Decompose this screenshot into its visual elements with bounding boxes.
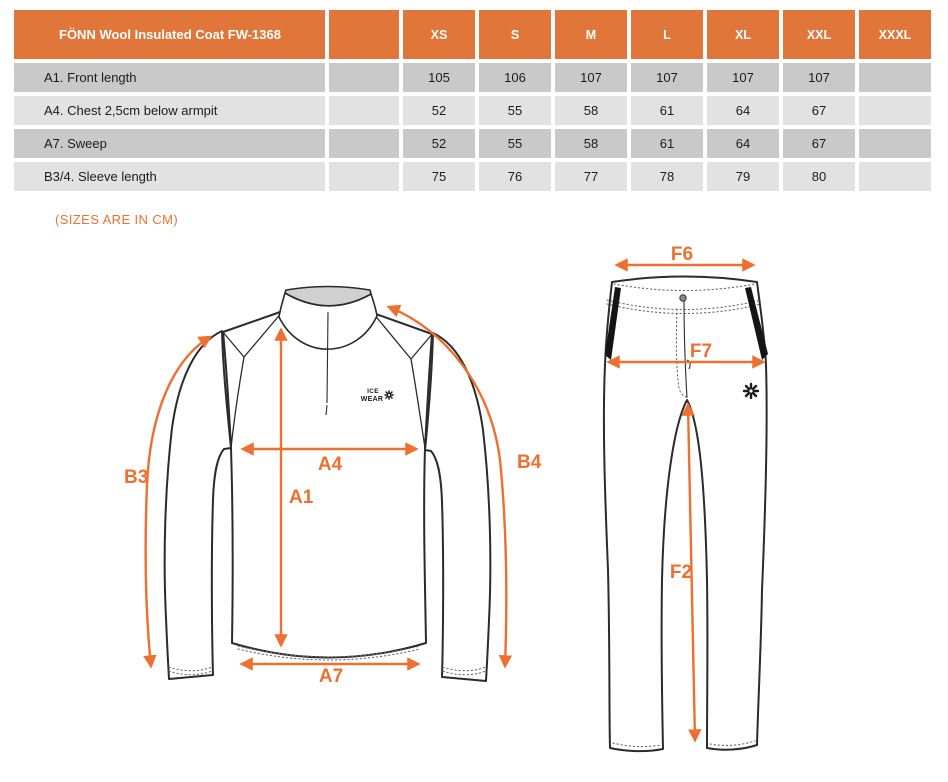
table-header-row [14, 10, 931, 59]
size-value-cell: 79 [707, 162, 779, 191]
snowflake-icon [385, 391, 393, 399]
snowflake-icon [744, 384, 758, 398]
size-value-cell: 64 [707, 96, 779, 125]
size-value-cell: 55 [479, 129, 551, 158]
size-value-cell [859, 96, 931, 125]
size-value-cell: 105 [403, 63, 475, 92]
label-f2: F2 [669, 562, 693, 583]
jacket-logo-text-line1: ICE [367, 388, 379, 395]
jacket-left-sleeve [165, 331, 231, 679]
size-value-cell: 107 [631, 63, 703, 92]
size-value-cell: 67 [783, 96, 855, 125]
table-row [14, 129, 931, 158]
size-column-header-xs: XS [403, 10, 475, 59]
size-value-cell: 52 [403, 129, 475, 158]
table-row [14, 96, 931, 125]
size-column-header-xxxl: XXXL [859, 10, 931, 59]
spacer-cell [329, 10, 399, 59]
pants-body [604, 277, 767, 752]
size-value-cell: 58 [555, 96, 627, 125]
size-value-cell: 80 [783, 162, 855, 191]
spacer-cell [329, 162, 399, 191]
spacer-cell [329, 63, 399, 92]
size-value-cell: 64 [707, 129, 779, 158]
size-value-cell [859, 63, 931, 92]
label-a7: A7 [318, 666, 344, 687]
size-value-cell: 107 [555, 63, 627, 92]
size-value-cell: 76 [479, 162, 551, 191]
size-column-header-l: L [631, 10, 703, 59]
size-value-cell: 58 [555, 129, 627, 158]
label-f6: F6 [670, 244, 694, 265]
size-value-cell: 61 [631, 129, 703, 158]
label-f7: F7 [689, 341, 713, 362]
size-value-cell: 106 [479, 63, 551, 92]
table-title: FÖNN Wool Insulated Coat FW-1368 [14, 10, 325, 59]
size-value-cell: 75 [403, 162, 475, 191]
measurement-diagrams [0, 240, 948, 782]
size-value-cell: 67 [783, 129, 855, 158]
size-column-header-m: M [555, 10, 627, 59]
size-column-header-s: S [479, 10, 551, 59]
spacer-cell [329, 96, 399, 125]
size-column-header-xl: XL [707, 10, 779, 59]
size-value-cell: 107 [783, 63, 855, 92]
row-label: A7. Sweep [14, 129, 325, 158]
size-value-cell [859, 162, 931, 191]
size-value-cell: 78 [631, 162, 703, 191]
table-row [14, 162, 931, 191]
size-value-cell: 107 [707, 63, 779, 92]
pants-diagram [604, 244, 768, 751]
jacket-right-sleeve [425, 333, 490, 681]
size-value-cell: 61 [631, 96, 703, 125]
size-value-cell: 52 [403, 96, 475, 125]
spacer-cell [329, 129, 399, 158]
size-column-header-xxl: XXL [783, 10, 855, 59]
label-a4: A4 [317, 454, 343, 475]
row-label: A4. Chest 2,5cm below armpit [14, 96, 325, 125]
size-value-cell: 77 [555, 162, 627, 191]
size-value-cell [859, 129, 931, 158]
size-value-cell: 55 [479, 96, 551, 125]
units-note: (SIZES ARE IN CM) [55, 212, 179, 227]
pants-button [680, 295, 686, 301]
label-b4: B4 [517, 452, 542, 473]
table-row [14, 63, 931, 92]
label-b3: B3 [124, 467, 149, 488]
row-label: A1. Front length [14, 63, 325, 92]
jacket-logo-text-line2: WEAR [360, 396, 384, 403]
row-label: B3/4. Sleeve length [14, 162, 325, 191]
label-a1: A1 [289, 487, 314, 508]
size-chart-table [10, 6, 935, 195]
jacket-diagram [124, 287, 542, 688]
